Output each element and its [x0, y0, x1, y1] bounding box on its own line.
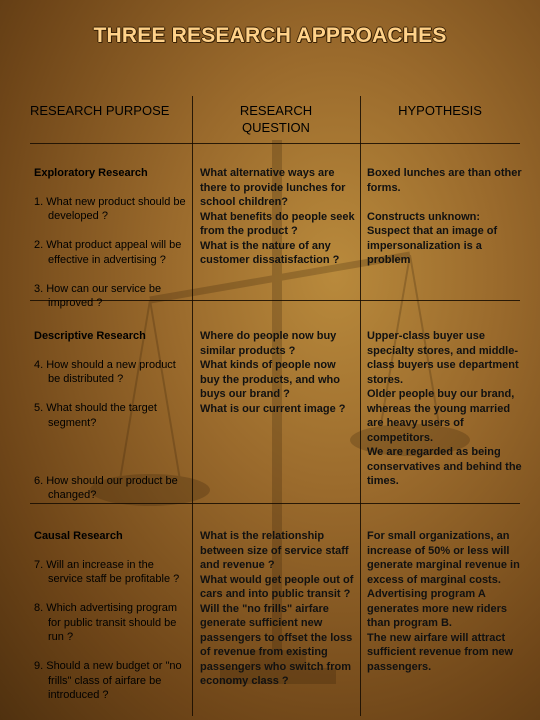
purpose-item: 8. Which advertising program for public transit should be run ?: [34, 602, 178, 643]
purpose-item: 1. What new product should be developed ?: [34, 195, 186, 222]
row-causal-question: What is the relationship between size of service staff and revenue ? What would get people out of cars and into public transit ? Will the "no frills" airfare generate sufficient new passengers to offset the loss of revenue from existing passengers who switch from economy class ?: [200, 530, 354, 687]
column-divider-2: [360, 96, 361, 716]
row-causal-hypothesis: For small organizations, an increase of 50% or less will generate marginal revenue in excess of marginal costs. Advertising program A generates more new riders than program B. The new airfare will attract sufficient revenue from new passengers.: [367, 530, 520, 673]
purpose-item: 4. How should a new product be distributed ?: [34, 358, 176, 385]
row-exploratory-question: What alternative ways are there to provide lunches for school children? What benefits do people seek from the product ? What is the nature of any customer dissatisfaction ?: [200, 167, 355, 266]
purpose-item: 3. How can our service be improved ?: [34, 282, 162, 309]
purpose-item: 5. What should the target segment?: [34, 402, 157, 429]
purpose-item: 7. Will an increase in the service staff be profitable ?: [34, 558, 180, 585]
purpose-label: Causal Research: [34, 529, 123, 542]
purpose-item: 2. What product appeal will be effective in advertising ?: [34, 239, 182, 266]
header-hypothesis: HYPOTHESIS: [398, 103, 482, 118]
row-descriptive-question: Where do people now buy similar products ? What kinds of people now buy the products, and who buys our brand ? What is our current image ?: [200, 330, 346, 415]
purpose-label: Descriptive Research: [34, 329, 146, 342]
header-research-purpose: RESEARCH PURPOSE: [30, 103, 170, 118]
row-exploratory-purpose: [34, 151, 190, 325]
header-divider: [30, 143, 520, 144]
row-descriptive-hypothesis: Upper-class buyer use specialty stores, and middle-class buyers use department stores. Older people buy our brand, whereas the young married are heavy users of competitors. We are regarded as being conservatives and behind the times.: [367, 330, 522, 487]
column-divider-1: [192, 96, 193, 716]
row-exploratory-hypothesis: Boxed lunches are than other forms. Constructs unknown: Suspect that an image of impersonalization is a problem: [367, 167, 522, 266]
header-research-question: RESEARCH QUESTION: [239, 103, 313, 135]
purpose-label: Exploratory Research: [34, 166, 148, 179]
page-title: THREE RESEARCH APPROACHES: [93, 24, 447, 47]
purpose-spacer: [34, 445, 190, 460]
row-causal-purpose: [34, 514, 190, 717]
purpose-item: 9. Should a new budget or "no frills" class of airfare be introduced ?: [34, 660, 182, 701]
purpose-item: 6. How should our product be changed?: [34, 474, 178, 501]
row-descriptive-purpose: [34, 314, 190, 517]
